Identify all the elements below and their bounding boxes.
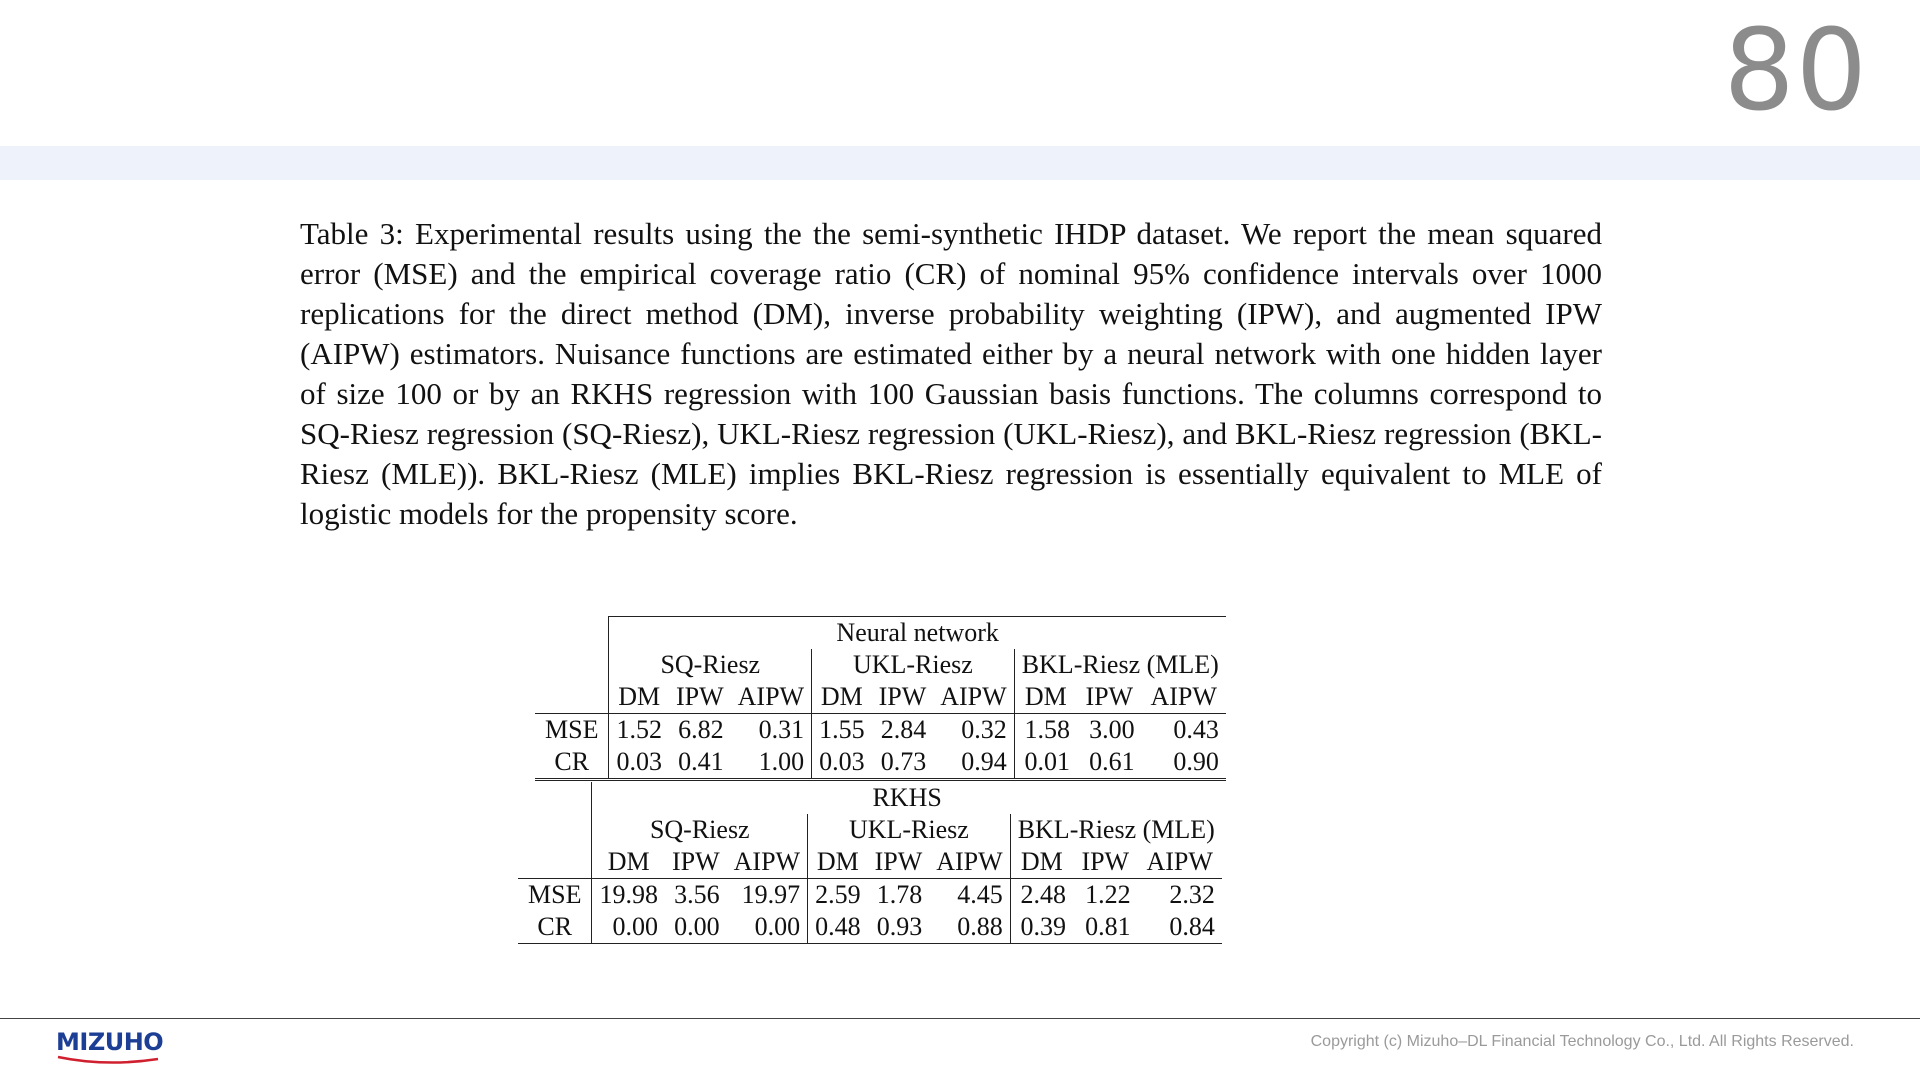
row-label: MSE <box>528 880 582 909</box>
header-band <box>0 146 1920 180</box>
column-header: DM <box>1014 681 1077 714</box>
table-cell: 1.00 <box>731 746 812 780</box>
column-header: IPW <box>669 681 731 714</box>
group-header: BKL-Riesz (MLE) <box>1014 649 1226 681</box>
table-cell: 1.78 <box>876 880 923 909</box>
table-cell: 0.48 <box>808 911 868 944</box>
copyright-text: Copyright (c) Mizuho–DL Financial Technology Co., Ltd. All Rights Reserved. <box>1310 1033 1854 1050</box>
table-cell: 0.00 <box>665 911 727 944</box>
table-cell: 0.61 <box>1077 746 1142 780</box>
table-cell: 6.82 <box>678 715 724 744</box>
table-cell: 2.48 <box>1010 879 1073 912</box>
table-cell: 0.84 <box>1138 911 1222 944</box>
table-cell: 1.52 <box>609 714 669 747</box>
column-header: IPW <box>872 681 934 714</box>
column-header: AIPW <box>929 846 1010 879</box>
corner-cell <box>518 782 592 814</box>
table-cell: 0.43 <box>1173 715 1219 744</box>
table-cell: 0.39 <box>1010 911 1073 944</box>
table-cell: 2.32 <box>1169 880 1215 909</box>
column-header: DM <box>592 846 665 879</box>
table-cell: 1.58 <box>1014 714 1077 747</box>
group-header: SQ-Riesz <box>592 814 808 846</box>
table-cell: 19.98 <box>592 879 665 912</box>
table-cell: 0.00 <box>592 911 665 944</box>
column-header: IPW <box>1077 681 1142 714</box>
table-cell: 3.00 <box>1089 715 1135 744</box>
table-cell: 1.22 <box>1085 880 1131 909</box>
table-cell: 0.32 <box>961 715 1007 744</box>
group-header: SQ-Riesz <box>609 649 812 681</box>
row-label: CR <box>518 911 592 944</box>
footer-divider <box>0 1018 1920 1019</box>
column-header: DM <box>1010 846 1073 879</box>
table-cell: 0.41 <box>669 746 731 780</box>
column-header: IPW <box>868 846 930 879</box>
table-title: RKHS <box>592 782 1222 814</box>
table-cell: 0.31 <box>758 715 805 744</box>
table-cell: 0.90 <box>1142 746 1226 780</box>
table-caption: Table 3: Experimental results using the the semi-synthetic IHDP dataset. We report the mean squared error (MSE) and the empirical coverage ratio (CR) of nominal 95% confidence intervals over 1000 replications for the direct method (DM), inverse probability weighting (IPW), and augmented IPW (AIPW) estimators. Nuisance functions are estimated either by a neural network with one hidden layer of size 100 or by an RKHS regression with 100 Gaussian basis functions. The columns correspond to SQ-Riesz regression (SQ-Riesz), UKL-Riesz regression (UKL-Riesz), and BKL-Riesz regression (BKL-Riesz (MLE)). BKL-Riesz (MLE) implies BKL-Riesz regression is essentially equivalent to MLE of logistic models for the propensity score. <box>300 216 1602 531</box>
table-cell: 0.81 <box>1073 911 1138 944</box>
table-cell: 2.84 <box>880 715 927 744</box>
table-row <box>535 746 1226 780</box>
column-header: IPW <box>665 846 727 879</box>
table-cell: 0.03 <box>609 746 669 780</box>
column-header: AIPW <box>1138 846 1222 879</box>
column-header: AIPW <box>1142 681 1226 714</box>
row-label: MSE <box>545 715 599 744</box>
row-label: CR <box>535 746 609 780</box>
table-cell: 2.59 <box>808 879 868 912</box>
group-header: UKL-Riesz <box>812 649 1015 681</box>
column-header: DM <box>609 681 669 714</box>
column-header: DM <box>812 681 872 714</box>
table-cell: 0.00 <box>727 911 808 944</box>
mizuho-logo <box>56 1028 163 1065</box>
table-cell: 1.55 <box>812 714 872 747</box>
column-header: AIPW <box>727 846 808 879</box>
table-cell: 19.97 <box>741 880 801 909</box>
column-header: AIPW <box>933 681 1014 714</box>
column-header: DM <box>808 846 868 879</box>
group-header: UKL-Riesz <box>808 814 1011 846</box>
logo-text: MIZUHO <box>56 1028 164 1056</box>
table-cell: 3.56 <box>674 880 720 909</box>
table-row <box>535 714 1226 747</box>
column-header: AIPW <box>731 681 812 714</box>
table-cell: 0.93 <box>868 911 930 944</box>
table-cell: 0.73 <box>872 746 934 780</box>
table-title: Neural network <box>609 617 1226 650</box>
column-header: IPW <box>1073 846 1138 879</box>
rkhs-table <box>518 782 1222 944</box>
corner-cell <box>535 617 609 650</box>
neural-network-table <box>535 616 1226 781</box>
table-row <box>518 879 1222 912</box>
table-cell: 0.88 <box>929 911 1010 944</box>
table-cell: 0.01 <box>1014 746 1077 780</box>
table-cell: 0.03 <box>812 746 872 780</box>
table-cell: 0.94 <box>933 746 1014 780</box>
table-row <box>518 911 1222 944</box>
page-number: 80 <box>1723 6 1868 136</box>
group-header: BKL-Riesz (MLE) <box>1010 814 1222 846</box>
table-cell: 4.45 <box>957 880 1003 909</box>
